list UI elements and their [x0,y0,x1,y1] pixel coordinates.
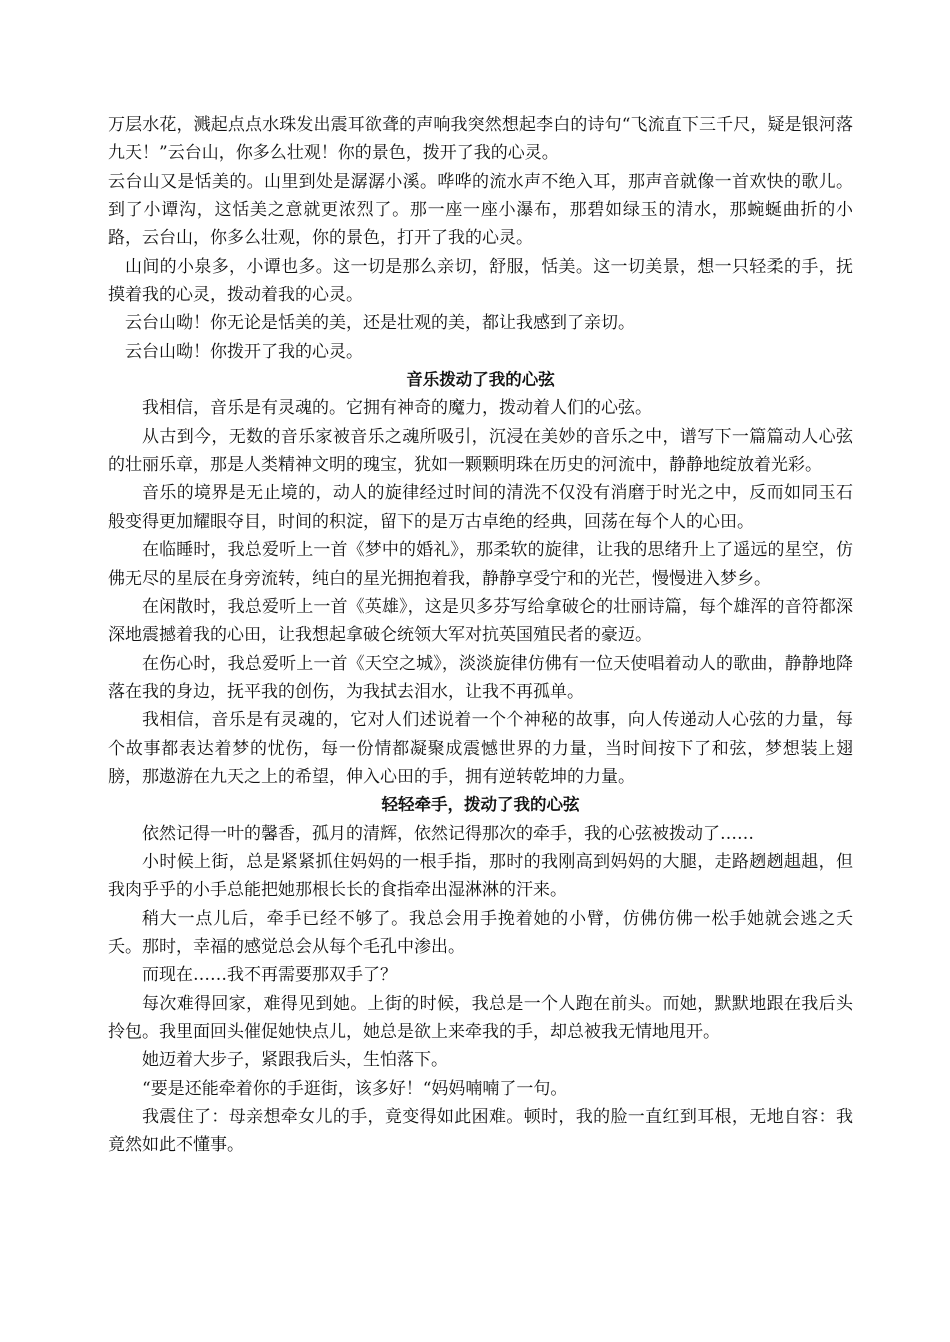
section-title-holding-hands: 轻轻牵手，拨动了我的心弦 [381,795,580,815]
paragraph: 我相信，音乐是有灵魂的，它对人们述说着一个个神秘的故事，向人传递动人心弦的力量，每个故事都表达着梦的忧伤，每一份情都凝聚成震憾世界的力量，当时间按下了和弦，梦想装上翅膀，那遨游在九天之上的希望，伸入心田的手，拥有逆转乾坤的力量。 [108,710,853,787]
paragraph: 云台山又是恬美的。山里到处是潺潺小溪。哗哗的流水声不绝入耳，那声音就像一首欢快的歌儿。到了小谭沟，这恬美之意就更浓烈了。那一座一座小瀑布，那碧如绿玉的清水，那蜿蜒曲折的小路，云台山，你多么壮观，你的景色，打开了我的心灵。 [108,171,853,249]
paragraph: 我震住了：母亲想牵女儿的手，竟变得如此困难。顿时，我的脸一直红到耳根，无地自容：我竟然如此不懂事。 [108,1107,853,1156]
paragraph: “要是还能牵着你的手逛街，该多好！“妈妈喃喃了一句。 [142,1078,568,1099]
paragraph: 每次难得回家，难得见到她。上街的时候，我总是一个人跑在前头。而她，默默地跟在我后头拎包。我里面回头催促她快点儿，她总是欲上来牵我的手，却总被我无情地甩开。 [108,993,853,1042]
paragraph: 音乐的境界是无止境的，动人的旋律经过时间的清洗不仅没有消磨于时光之中，反而如同玉石般变得更加耀眼夺目，时间的积淀，留下的是万古卓绝的经典，回荡在每个人的心田。 [108,483,853,532]
paragraph: 云台山呦！你拨开了我的心灵。 [125,341,363,362]
paragraph: 在临睡时，我总爱听上一首《梦中的婚礼》，那柔软的旋律，让我的思绪升上了遥远的星空，仿佛无尽的星辰在身旁流转，纯白的星光拥抱着我，静静享受宁和的光芒，慢慢进入梦乡。 [108,540,853,589]
paragraph: 我相信，音乐是有灵魂的。它拥有神奇的魔力，拨动着人们的心弦。 [142,398,652,419]
paragraph: 稍大一点儿后，牵手已经不够了。我总会用手挽着她的小臂，仿佛仿佛一松手她就会逃之夭夭。那时，幸福的感觉总会从每个毛孔中渗出。 [108,908,853,957]
paragraph: 从古到今，无数的音乐家被音乐之魂所吸引，沉浸在美妙的音乐之中，谱写下一篇篇动人心弦的壮丽乐章，那是人类精神文明的瑰宝，犹如一颗颗明珠在历史的河流中，静静地绽放着光彩。 [108,426,853,476]
paragraph: 小时候上街，总是紧紧抓住妈妈的一根手指，那时的我刚高到妈妈的大腿，走路趔趔趄趄，但我肉乎乎的小手总能把她那根长长的食指牵出湿淋淋的汗来。 [108,851,853,901]
paragraph: 万层水花，溅起点点水珠发出震耳欲聋的声响我突然想起李白的诗句“飞流直下三千尺，疑是银河落九天！”云台山，你多么壮观！你的景色，拨开了我的心灵。 [108,115,853,164]
paragraph: 云台山呦！你无论是恬美的美，还是壮观的美，都让我感到了亲切。 [125,313,635,334]
paragraph: 她迈着大步子，紧跟我后头，生怕落下。 [142,1050,448,1071]
section-title-music: 音乐拨动了我的心弦 [406,370,555,390]
paragraph: 在闲散时，我总爱听上一首《英雄》，这是贝多芬写给拿破仑的壮丽诗篇，每个雄浑的音符都深深地震撼着我的心田，让我想起拿破仑统领大军对抗英国殖民者的豪迈。 [108,596,853,646]
paragraph: 而现在……我不再需要那双手了？ [142,965,397,986]
document-page [108,111,853,1160]
paragraph: 山间的小泉多，小谭也多。这一切是那么亲切，舒服，恬美。这一切美景，想一只轻柔的手，抚摸着我的心灵，拨动着我的心灵。 [108,256,853,306]
paragraph: 依然记得一叶的馨香，孤月的清辉，依然记得那次的牵手，我的心弦被拨动了…… [142,823,754,844]
paragraph: 在伤心时，我总爱听上一首《天空之城》，淡淡旋律仿佛有一位天使唱着动人的歌曲，静静地降落在我的身边，抚平我的创伤，为我拭去泪水，让我不再孤单。 [108,653,853,702]
